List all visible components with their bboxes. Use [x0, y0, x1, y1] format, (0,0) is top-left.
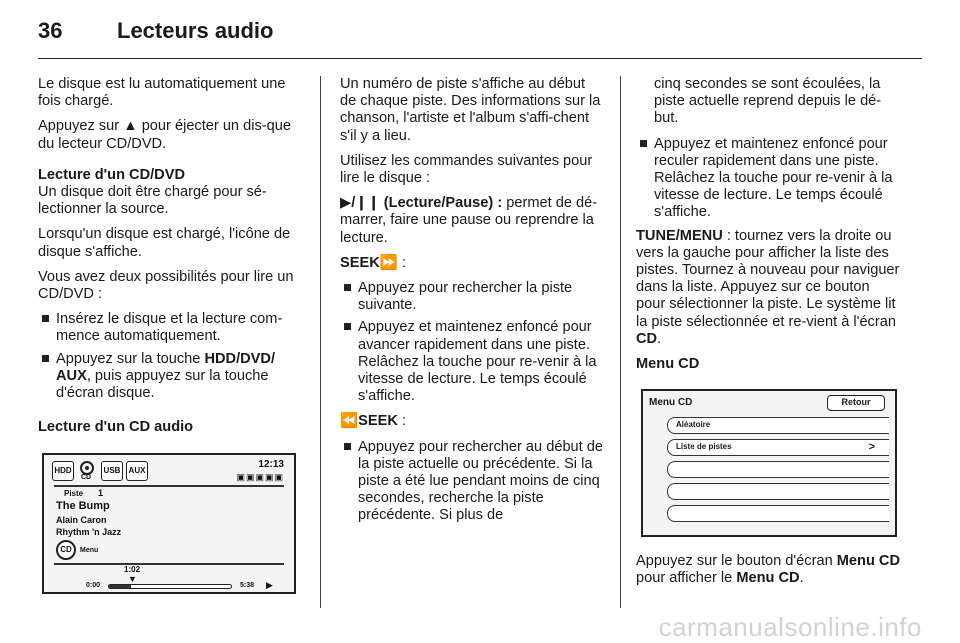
- bullet-icon: [640, 140, 647, 147]
- header-rule: [38, 58, 922, 59]
- progress-fill: [109, 585, 131, 588]
- bullet-icon: [344, 323, 351, 330]
- cd-menu-button-label: CD: [60, 545, 72, 554]
- seek-back-heading: [340, 413, 604, 430]
- paragraph: [636, 553, 906, 587]
- menu-item-shuffle[interactable]: [667, 417, 889, 434]
- menu-title: Menu CD: [649, 397, 693, 408]
- menu-item-empty[interactable]: [667, 461, 889, 478]
- list-item: [340, 280, 604, 314]
- column-2: [340, 76, 604, 530]
- text: pour éjecter un dis-que du lecteur CD/DVD.: [38, 118, 291, 152]
- hdd-button[interactable]: HDD: [52, 461, 74, 481]
- cd-player-screen: [42, 453, 296, 594]
- key-label: HDD/DVD/ AUX: [56, 350, 276, 384]
- paragraph: Lorsqu'un disque est chargé, l'icône de disque s'affiche.: [38, 226, 291, 260]
- song-title: The Bump: [56, 500, 110, 512]
- track-number: 1: [98, 488, 104, 498]
- paragraph: cinq secondes se sont écoulées, la piste actuelle reprend depuis le dé-but.: [654, 76, 882, 127]
- menu-item-track-list[interactable]: [667, 439, 889, 456]
- seek-forward-heading: [340, 255, 604, 272]
- aux-button[interactable]: AUX: [126, 461, 148, 481]
- cd-menu-button[interactable]: [56, 540, 76, 560]
- text: : tournez vers la droite ou vers la gauche pour afficher la liste des pistes. Tournez à nouveau pour naviguer dans la liste. Appuyez sur ce bouton pour sélectionner la piste. Le système lit la piste sélectionnée et re-vient à l'écran: [636, 227, 900, 330]
- column-separator: [620, 76, 621, 608]
- text: Appuyez pour rechercher au début de la piste actuelle ou précédente. Si la piste a été lue pendant moins de cinq secondes, recherche la piste précédente. Si plus de: [358, 438, 604, 524]
- paragraph: Utilisez les commandes suivantes pour lire le disque :: [340, 152, 593, 187]
- page-title: Lecteurs audio: [117, 18, 274, 43]
- text: .: [799, 570, 804, 587]
- bullet-icon: [42, 355, 49, 362]
- text: Appuyez sur la touche: [56, 350, 205, 367]
- usb-button[interactable]: USB: [101, 461, 123, 481]
- time-start: 0:00: [86, 582, 101, 589]
- text: pour afficher le: [636, 570, 737, 587]
- text: Insérez le disque et la lecture com-mence automatiquement.: [56, 311, 283, 345]
- key-label: SEEK: [358, 413, 398, 430]
- cd-source-button[interactable]: [77, 461, 99, 483]
- bullet-icon: [344, 284, 351, 291]
- menu-item-empty[interactable]: [667, 483, 889, 500]
- text: Appuyez sur: [38, 118, 124, 135]
- eject-icon: ▲: [123, 118, 138, 135]
- key-label: SEEK: [340, 254, 380, 271]
- cd-disc-icon: [80, 461, 94, 475]
- text: .: [657, 330, 662, 347]
- key-label: Menu CD: [736, 570, 800, 587]
- time-end: 5:38: [240, 582, 255, 589]
- menu-cd-instructions: [636, 553, 906, 595]
- status-icons: ▣▣▣▣▣: [236, 472, 284, 482]
- key-label: (Lecture/Pause) :: [379, 195, 503, 212]
- column-separator: [320, 76, 321, 608]
- artist-name: Alain Caron: [56, 515, 107, 525]
- text: Appuyez sur le bouton d'écran: [636, 553, 837, 569]
- list-item: [38, 311, 304, 345]
- list-item: [340, 319, 604, 405]
- paragraph-play-pause: [340, 195, 604, 247]
- menu-label: Menu: [80, 547, 99, 554]
- section-heading: Lecture d'un CD audio: [38, 419, 194, 436]
- elapsed-time: 1:02: [124, 565, 141, 574]
- text: :: [397, 254, 407, 271]
- page-number: 36: [38, 18, 63, 43]
- paragraph: Un numéro de piste s'affiche au début de chaque piste. Des informations sur la chanson, l'artiste et l'album s'affi-chent s'il y a lieu.: [340, 76, 601, 144]
- key-label: TUNE/MENU: [636, 227, 723, 244]
- fast-forward-icon: ⏩: [379, 254, 398, 271]
- divider: [54, 563, 284, 565]
- text: Appuyez et maintenez enfoncé pour avancer rapidement dans une piste. Relâchez la touche pour re-venir à la vitesse de lecture. Le temps écoulé s'affiche.: [358, 319, 597, 405]
- key-label: Menu CD: [836, 553, 900, 569]
- list-item: [636, 136, 902, 222]
- menu-cd-screen: [641, 389, 897, 537]
- text: Appuyez et maintenez enfoncé pour reculer rapidement dans une piste. Relâchez la touche pour re-venir à la vitesse de lecture. Le temps écoulé s'affiche.: [654, 135, 893, 221]
- chevron-right-icon: >: [868, 441, 875, 453]
- track-label: Piste: [64, 489, 84, 498]
- menu-item-label: Aléatoire: [676, 420, 711, 429]
- divider: [54, 485, 284, 487]
- menu-item-label: Liste de pistes: [676, 442, 732, 451]
- menu-item-empty[interactable]: [667, 505, 889, 522]
- key-label: CD: [636, 330, 658, 347]
- paragraph-tune-menu: [636, 228, 902, 348]
- paragraph-eject: [38, 118, 304, 152]
- section-heading: Lecture d'un CD/DVD: [38, 166, 185, 183]
- list-item: [38, 351, 304, 403]
- column-1: [38, 76, 304, 436]
- position-marker-icon: ▼: [128, 574, 137, 584]
- text: , puis appuyez sur la touche d'écran disque.: [56, 367, 269, 402]
- paragraph: Un disque doit être chargé pour sé-lectionner la source.: [38, 184, 267, 218]
- list-item: [340, 439, 604, 525]
- album-name: Rhythm 'n Jazz: [56, 527, 122, 537]
- text: :: [397, 413, 407, 430]
- column-3: [636, 76, 902, 373]
- clock: 12:13: [258, 459, 284, 470]
- rewind-icon: ⏪: [340, 413, 359, 430]
- back-button[interactable]: Retour: [827, 395, 885, 411]
- progress-bar[interactable]: [108, 584, 232, 589]
- paragraph: Vous avez deux possibilités pour lire un CD/DVD :: [38, 268, 294, 303]
- bullet-icon: [344, 443, 351, 450]
- bullet-icon: [42, 315, 49, 322]
- section-heading: Menu CD: [636, 356, 700, 373]
- play-pause-icon: ▶/❙❙: [340, 195, 380, 212]
- text: Appuyez pour rechercher la piste suivante.: [358, 280, 573, 314]
- watermark: carmanualsonline.info: [658, 612, 922, 642]
- play-icon[interactable]: ▶: [266, 580, 273, 590]
- paragraph: Le disque est lu automatiquement une fois chargé.: [38, 76, 286, 110]
- cd-source-label: CD: [81, 474, 92, 481]
- text: permet de dé-marrer, faire une pause ou reprendre la lecture.: [340, 195, 598, 246]
